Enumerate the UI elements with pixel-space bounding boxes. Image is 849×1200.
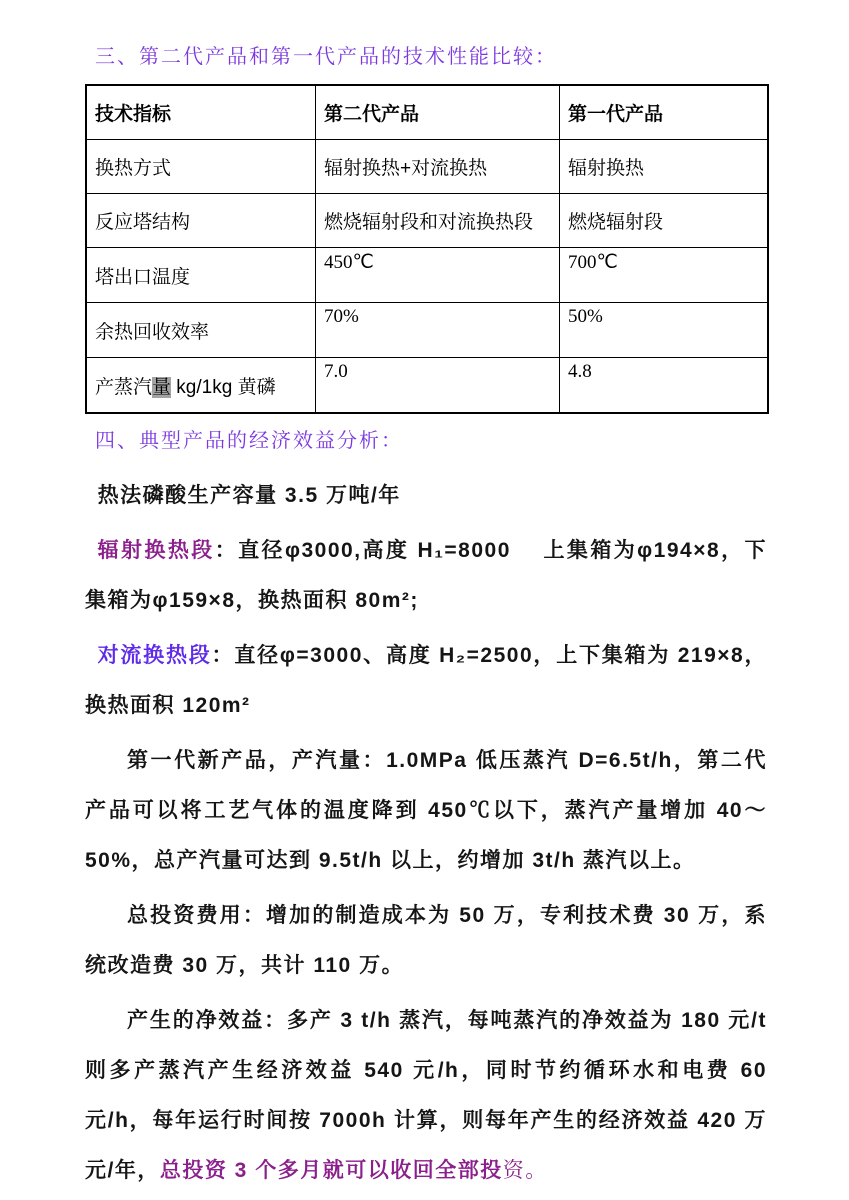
paragraph-generation-comparison: 第一代新产品，产汽量：1.0MPa 低压蒸汽 D=6.5t/h，第二代产品可以将工艺气体的温度降到 450℃以下，蒸汽产量增加 40～50%，总产汽量可达到 9.5t/h 以上，约增加 3t/h 蒸汽以上。 bbox=[85, 749, 767, 872]
row-label-prefix: 产蒸汽 bbox=[95, 376, 153, 398]
payback-highlight-bold: 总投资 3 个多月就可以收回全部投 bbox=[159, 1159, 503, 1182]
table-row-heat-recovery-efficiency bbox=[86, 303, 768, 358]
net-benefit-text: 产生的净效益：多产 3 t/h 蒸汽，每吨蒸汽的净效益为 180 元/t 则多产蒸汽产生经济效益 540 元/h，同时节约循环水和电费 60 元/h，每年运行时间按 7000h 计算，则每年产生的经济效益 420 万元/年， bbox=[85, 1009, 767, 1182]
table-row-reactor-structure bbox=[86, 194, 768, 248]
row-label: 塔出口温度 bbox=[86, 248, 316, 303]
row-gen2-value: 7.0 bbox=[316, 358, 560, 414]
convection-section-label: 对流换热段 bbox=[97, 644, 212, 667]
paragraph-net-benefit bbox=[85, 996, 767, 1196]
row-gen1-value: 燃烧辐射段 bbox=[560, 194, 769, 248]
table-row-steam-yield bbox=[86, 358, 768, 414]
spec-comparison-table bbox=[85, 84, 769, 414]
row-label: 余热回收效率 bbox=[86, 303, 316, 358]
radiant-section-label: 辐射换热段 bbox=[97, 539, 215, 562]
row-gen1-value: 辐射换热 bbox=[560, 140, 769, 194]
row-gen1-value: 700℃ bbox=[560, 248, 769, 303]
row-label-suffix: kg/1kg 黄磷 bbox=[171, 376, 276, 398]
row-label: 反应塔结构 bbox=[86, 194, 316, 248]
section3-title: 三、第二代产品和第一代产品的技术性能比较： bbox=[95, 46, 557, 68]
row-gen2-value: 燃烧辐射段和对流换热段 bbox=[316, 194, 560, 248]
table-row-outlet-temperature bbox=[86, 248, 768, 303]
table-header-row bbox=[86, 85, 768, 140]
row-gen1-value: 4.8 bbox=[560, 358, 769, 414]
row-gen1-value: 50% bbox=[560, 303, 769, 358]
paragraph-convection-section bbox=[85, 631, 767, 731]
radiant-section-text: ：直径φ3000,高度 H₁=8000 上集箱为φ194×8，下集箱为φ159×8，换热面积 80m²; bbox=[85, 539, 768, 612]
table-row-heat-exchange-mode bbox=[86, 140, 768, 194]
header-cell-gen2: 第二代产品 bbox=[316, 85, 560, 140]
row-gen2-value: 辐射换热+对流换热 bbox=[316, 140, 560, 194]
paragraph-capacity: 热法磷酸生产容量 3.5 万吨/年 bbox=[97, 484, 401, 507]
payback-highlight-regular: 资。 bbox=[502, 1159, 548, 1182]
paragraph-investment-cost: 总投资费用：增加的制造成本为 50 万，专利技术费 30 万，系统改造费 30 万，共计 110 万。 bbox=[85, 904, 767, 977]
section4-title: 四、典型产品的经济效益分析： bbox=[95, 430, 403, 452]
header-cell-gen1: 第一代产品 bbox=[560, 85, 769, 140]
header-cell-indicator: 技术指标 bbox=[86, 85, 316, 140]
row-label: 换热方式 bbox=[86, 140, 316, 194]
row-gen2-value: 450℃ bbox=[316, 248, 560, 303]
row-label-highlighted-char: 量 bbox=[152, 376, 172, 398]
convection-section-text: ：直径φ=3000、高度 H₂=2500，上下集箱为 219×8，换热面积 120m² bbox=[85, 644, 768, 717]
document-content bbox=[85, 44, 767, 1196]
paragraph-radiant-section bbox=[85, 526, 767, 626]
row-label bbox=[86, 358, 316, 414]
row-gen2-value: 70% bbox=[316, 303, 560, 358]
